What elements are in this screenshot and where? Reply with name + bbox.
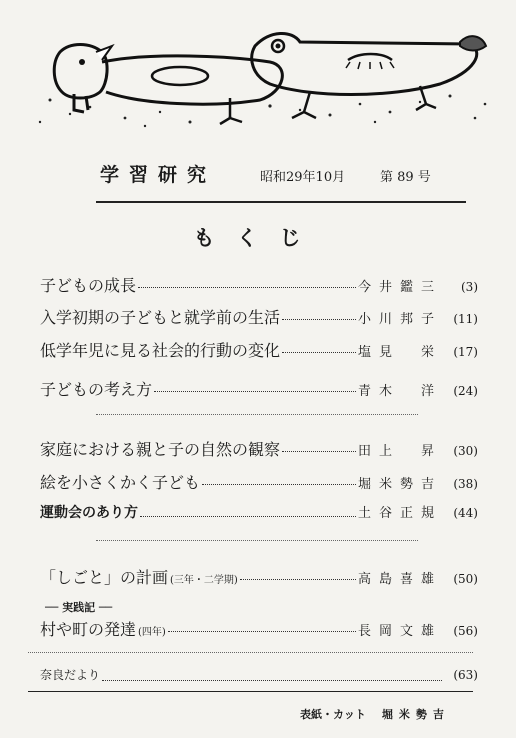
- toc-entry: [40, 437, 478, 459]
- cover-credits: [300, 706, 450, 722]
- entry-page: (11): [453, 312, 478, 326]
- entry-author: 田上 昇: [358, 444, 443, 459]
- section-divider: [96, 540, 418, 541]
- entry-page: (44): [453, 506, 478, 520]
- birds-illustration: [30, 22, 490, 142]
- entry-title: 子どもの成長: [40, 276, 137, 295]
- leader-dots: [102, 679, 442, 681]
- masthead: [100, 160, 460, 188]
- section-divider: [28, 652, 473, 653]
- entry-author: 塩見 栄: [358, 345, 443, 360]
- leader-dots: [282, 318, 356, 320]
- toc-entry: [40, 502, 478, 524]
- toc-entry: [40, 565, 478, 587]
- entry-title: 低学年児に見る社会的行動の変化: [40, 341, 281, 360]
- entry-author: 今井鑑三: [358, 280, 443, 295]
- entry-title: 入学初期の子どもと就学前の生活: [40, 308, 281, 327]
- entry-title: 絵を小さくかく子ども: [40, 473, 201, 492]
- entry-author: 堀米勢吉: [358, 477, 443, 492]
- entry-page: (30): [453, 444, 478, 458]
- toc-entry: [40, 617, 478, 639]
- entry-page: (17): [453, 345, 478, 359]
- toc-entry: [40, 338, 478, 360]
- entry-page: (24): [453, 384, 478, 398]
- practice-subhead: ── 実践記 ──: [45, 601, 113, 614]
- entry-title: 村や町の発達: [40, 620, 137, 639]
- entry-page: (38): [453, 477, 478, 491]
- leader-dots: [240, 578, 356, 580]
- issue-number: 第 89 号: [380, 170, 431, 185]
- entry-subtitle: (四年): [138, 627, 166, 638]
- leader-dots: [138, 286, 356, 288]
- toc-entry: [40, 273, 478, 295]
- top-rule: [96, 201, 466, 203]
- entry-title: 「しごと」の計画: [40, 568, 169, 587]
- entry-page: (63): [453, 668, 478, 682]
- entry-title: 家庭における親と子の自然の観察: [40, 440, 281, 459]
- leader-dots: [282, 351, 356, 353]
- entry-subtitle: (三年・二学期): [170, 575, 238, 586]
- entry-author: 長岡文雄: [358, 624, 443, 639]
- entry-title: 子どもの考え方: [40, 380, 153, 399]
- entry-author: 青木 洋: [358, 384, 443, 399]
- leader-dots: [154, 390, 356, 392]
- entry-author: 小川邦子: [358, 312, 443, 327]
- credits-label: 表紙・カット: [300, 708, 366, 721]
- toc-entry: [40, 305, 478, 327]
- entry-page: (50): [453, 572, 478, 586]
- entry-page: (3): [461, 280, 478, 294]
- section-divider: [96, 414, 418, 415]
- entry-author: 高島喜雄: [358, 572, 443, 587]
- entry-author: 土谷正規: [358, 506, 443, 521]
- bottom-rule: [28, 691, 473, 692]
- toc-heading: もくじ: [193, 225, 323, 250]
- toc-entry: [40, 377, 478, 399]
- toc-entry: [40, 666, 478, 688]
- journal-title: 学習研究: [100, 164, 217, 186]
- entry-title: 運動会のあり方: [40, 505, 138, 521]
- issue-date: 昭和29年10月: [260, 170, 346, 185]
- toc-entry: [40, 470, 478, 492]
- entry-title: 奈良だより: [40, 668, 101, 682]
- entry-page: (56): [453, 624, 478, 638]
- leader-dots: [282, 450, 356, 452]
- leader-dots: [202, 483, 356, 485]
- credits-name: 堀米勢吉: [381, 708, 450, 721]
- leader-dots: [140, 515, 356, 517]
- leader-dots: [168, 630, 356, 632]
